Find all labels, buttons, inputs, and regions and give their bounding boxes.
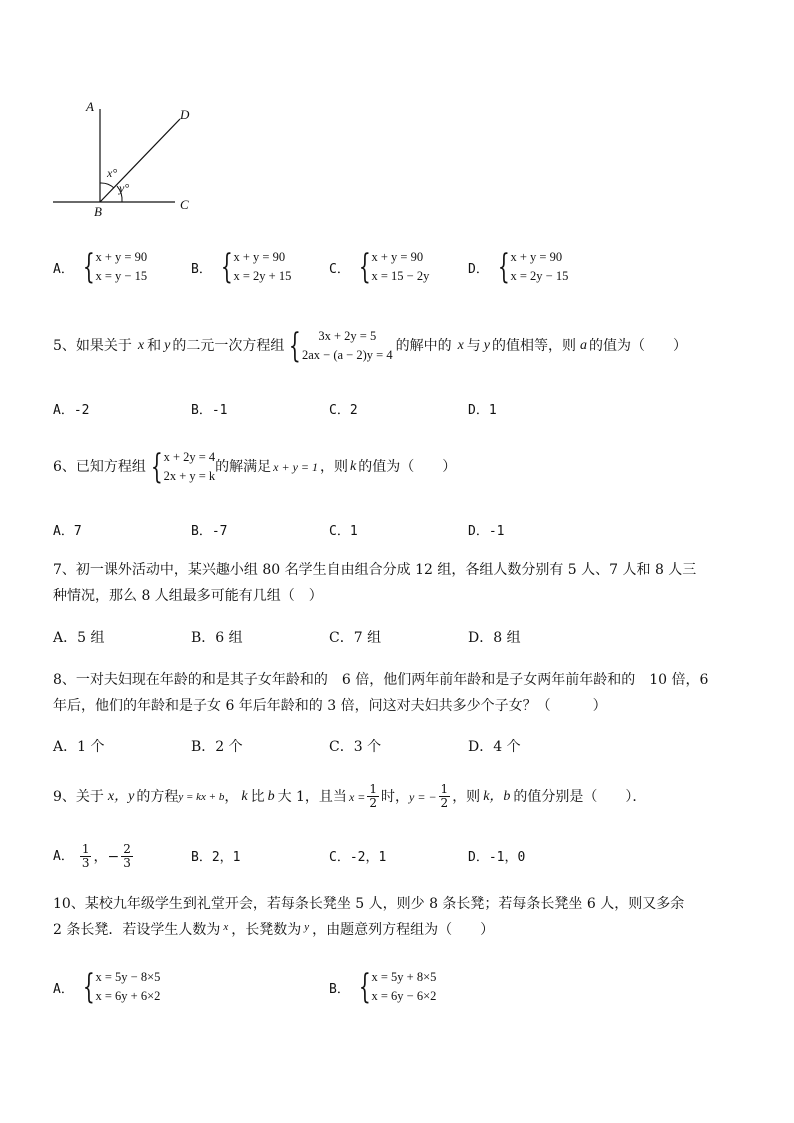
equation-system: [78, 248, 147, 286]
q9-option-b[interactable]: B．2，1: [191, 850, 241, 865]
var: x，y: [107, 788, 135, 804]
denominator: 2: [440, 796, 449, 810]
text: 与: [466, 338, 481, 354]
var: k: [350, 459, 357, 474]
fraction: [121, 843, 133, 870]
figure-label-x: x°: [107, 166, 118, 180]
equation-system: [493, 248, 569, 286]
angle-arc-x: [100, 183, 114, 188]
equation: x + y = 90: [510, 250, 563, 264]
q4-option-c[interactable]: [329, 248, 429, 286]
equation: x = 2y + 15: [233, 269, 292, 283]
text: ，由题意列方程组为（ ）: [312, 922, 495, 938]
q6-option-d[interactable]: D．-1: [468, 524, 505, 539]
var: x: [137, 338, 145, 353]
separator: ，−: [93, 848, 120, 865]
var: x: [457, 338, 464, 353]
q5-option-b[interactable]: B．-1: [191, 403, 228, 418]
brace-icon: {: [82, 247, 95, 287]
q6-option-c[interactable]: C．1: [329, 524, 358, 539]
q7-option-b[interactable]: B．6 组: [191, 630, 243, 646]
brace-icon: {: [82, 967, 95, 1007]
text: 时，: [381, 788, 410, 805]
text: 的二元一次方程组: [172, 338, 285, 354]
q7-stem-line1: 7、初一课外活动中，某兴趣小组 80 名学生自由组合分成 12 组，各组人数分别有 5 人、7 人和 8 人三: [53, 562, 697, 578]
equation: x =: [348, 789, 366, 804]
text: ，则: [452, 788, 481, 805]
text: 大 1，且当: [277, 788, 347, 805]
line-bd: [100, 119, 180, 202]
equation: x + y = 90: [371, 250, 424, 264]
text: 的值分别是（ ）．: [513, 788, 647, 805]
text: 的解中的: [395, 338, 452, 354]
equation: x = 15 − 2y: [371, 269, 430, 283]
q7-option-a[interactable]: A．5 组: [53, 630, 105, 646]
q9-stem: [53, 783, 646, 810]
angle-figure: [50, 95, 200, 220]
figure-label-c: C: [180, 197, 189, 212]
equation: x = 5y − 8×5: [95, 970, 161, 984]
brace-icon: {: [289, 326, 302, 366]
q5-option-d[interactable]: D．1: [468, 403, 497, 418]
q9-option-d[interactable]: D．-1，0: [468, 850, 526, 865]
q8-option-c[interactable]: C．3 个: [329, 739, 382, 755]
option-label: A．: [53, 261, 74, 277]
figure-label-d: D: [180, 107, 190, 122]
brace-icon: {: [358, 967, 371, 1007]
q5-option-c[interactable]: C．2: [329, 403, 358, 418]
option-label: B．: [329, 981, 350, 997]
q6-stem: [53, 448, 456, 486]
equation-system: [78, 968, 161, 1006]
brace-icon: {: [150, 447, 163, 487]
text: 2 条长凳．若设学生人数为: [53, 922, 221, 938]
option-label: D．: [468, 261, 489, 277]
fraction: [80, 843, 92, 870]
q5-stem: [53, 327, 687, 365]
text: ，长凳数为: [231, 922, 302, 938]
figure-label-b: B: [94, 204, 102, 219]
option-label: A．: [53, 848, 74, 864]
figure-label-a: A: [86, 99, 94, 114]
figure-label-y: y°: [119, 181, 130, 195]
text: 的方程: [136, 788, 179, 805]
equation: x = 6y − 6×2: [371, 989, 437, 1003]
equation: 3x + 2y = 5: [318, 329, 377, 343]
equation-system: [354, 248, 430, 286]
text: 9、关于: [53, 788, 104, 805]
text: 6、已知方程组: [53, 459, 146, 475]
var: y: [304, 921, 310, 933]
q10-stem-line2: [53, 920, 494, 940]
q7-stem-line2: 种情况，那么 8 人组最多可能有几组（ ）: [53, 588, 323, 604]
q8-option-d[interactable]: D．4 个: [468, 739, 521, 755]
q7-option-d[interactable]: D．8 组: [468, 630, 521, 646]
var: a: [580, 338, 588, 353]
q8-option-b[interactable]: B．2 个: [191, 739, 243, 755]
text: 的解满足: [215, 459, 272, 475]
text: 的值为（ ）: [358, 459, 457, 475]
var: k: [241, 788, 248, 804]
text: 比: [250, 788, 265, 805]
q8-option-a[interactable]: A．1 个: [53, 739, 105, 755]
equation: x = 6y + 6×2: [95, 989, 161, 1003]
text: ，: [224, 788, 239, 805]
text: 的值相等，则: [492, 338, 577, 354]
var: y: [483, 338, 491, 353]
text: ，则: [320, 459, 349, 475]
equation-system: [146, 448, 215, 486]
numerator: 1: [81, 842, 90, 856]
denominator: 3: [81, 856, 90, 870]
var: y: [164, 338, 171, 353]
option-label: B．: [191, 261, 212, 277]
equation: 2x + y = k: [163, 469, 216, 483]
text: 的值为（ ）: [589, 338, 688, 354]
equation: x + y = 1: [273, 460, 319, 474]
numerator: 1: [369, 782, 378, 796]
equation-system: [354, 968, 437, 1006]
fraction: [439, 783, 451, 810]
denominator: 2: [369, 796, 378, 810]
var: x: [223, 921, 229, 933]
brace-icon: {: [358, 247, 371, 287]
brace-icon: {: [220, 247, 233, 287]
equation: x = 5y + 8×5: [371, 970, 437, 984]
equation: x + y = 90: [95, 250, 148, 264]
q9-option-c[interactable]: C．-2，1: [329, 850, 387, 865]
equation-system: [284, 327, 392, 365]
text: 和: [147, 338, 162, 354]
equation: x = y − 15: [95, 269, 148, 283]
fraction: [367, 783, 379, 810]
q9-option-a[interactable]: [53, 843, 135, 870]
q5-option-a[interactable]: A．-2: [53, 403, 90, 418]
var: b: [267, 788, 275, 804]
equation: y = kx + b: [178, 790, 225, 803]
q8-stem-line1: 8、一对夫妇现在年龄的和是其子女年龄和的 6 倍，他们两年前年龄和是子女两年前年龄和的 10 倍，6: [53, 672, 709, 688]
equation: x + 2y = 4: [163, 450, 216, 464]
q7-option-c[interactable]: C．7 组: [329, 630, 382, 646]
equation: y = −: [409, 789, 437, 804]
equation: x = 2y − 15: [510, 269, 569, 283]
equation: x + y = 90: [233, 250, 286, 264]
q6-option-b[interactable]: B．-7: [191, 524, 228, 539]
numerator: 2: [123, 842, 131, 856]
q10-option-a[interactable]: [53, 968, 160, 1006]
option-label: C．: [329, 261, 350, 277]
q6-option-a[interactable]: A．7: [53, 524, 82, 539]
q10-option-b[interactable]: [329, 968, 436, 1006]
numerator: 1: [440, 782, 449, 796]
option-label: A．: [53, 981, 74, 997]
q4-option-d[interactable]: [468, 248, 568, 286]
text: 5、如果关于: [53, 338, 132, 354]
var: k，b: [483, 788, 511, 804]
q4-option-b[interactable]: [191, 248, 291, 286]
equation-system: [216, 248, 292, 286]
q4-option-a[interactable]: [53, 248, 147, 286]
brace-icon: {: [497, 247, 510, 287]
equation: 2ax − (a − 2)y = 4: [302, 348, 393, 362]
denominator: 3: [123, 856, 131, 870]
q8-stem-line2: 年后，他们的年龄和是子女 6 年后年龄和的 3 倍，问这对夫妇共多少个子女？（ ）: [53, 698, 607, 714]
q10-stem-line1: 10、某校九年级学生到礼堂开会，若每条长凳坐 5 人，则少 8 条长凳；若每条长凳坐 6 人，则又多余: [53, 896, 685, 912]
